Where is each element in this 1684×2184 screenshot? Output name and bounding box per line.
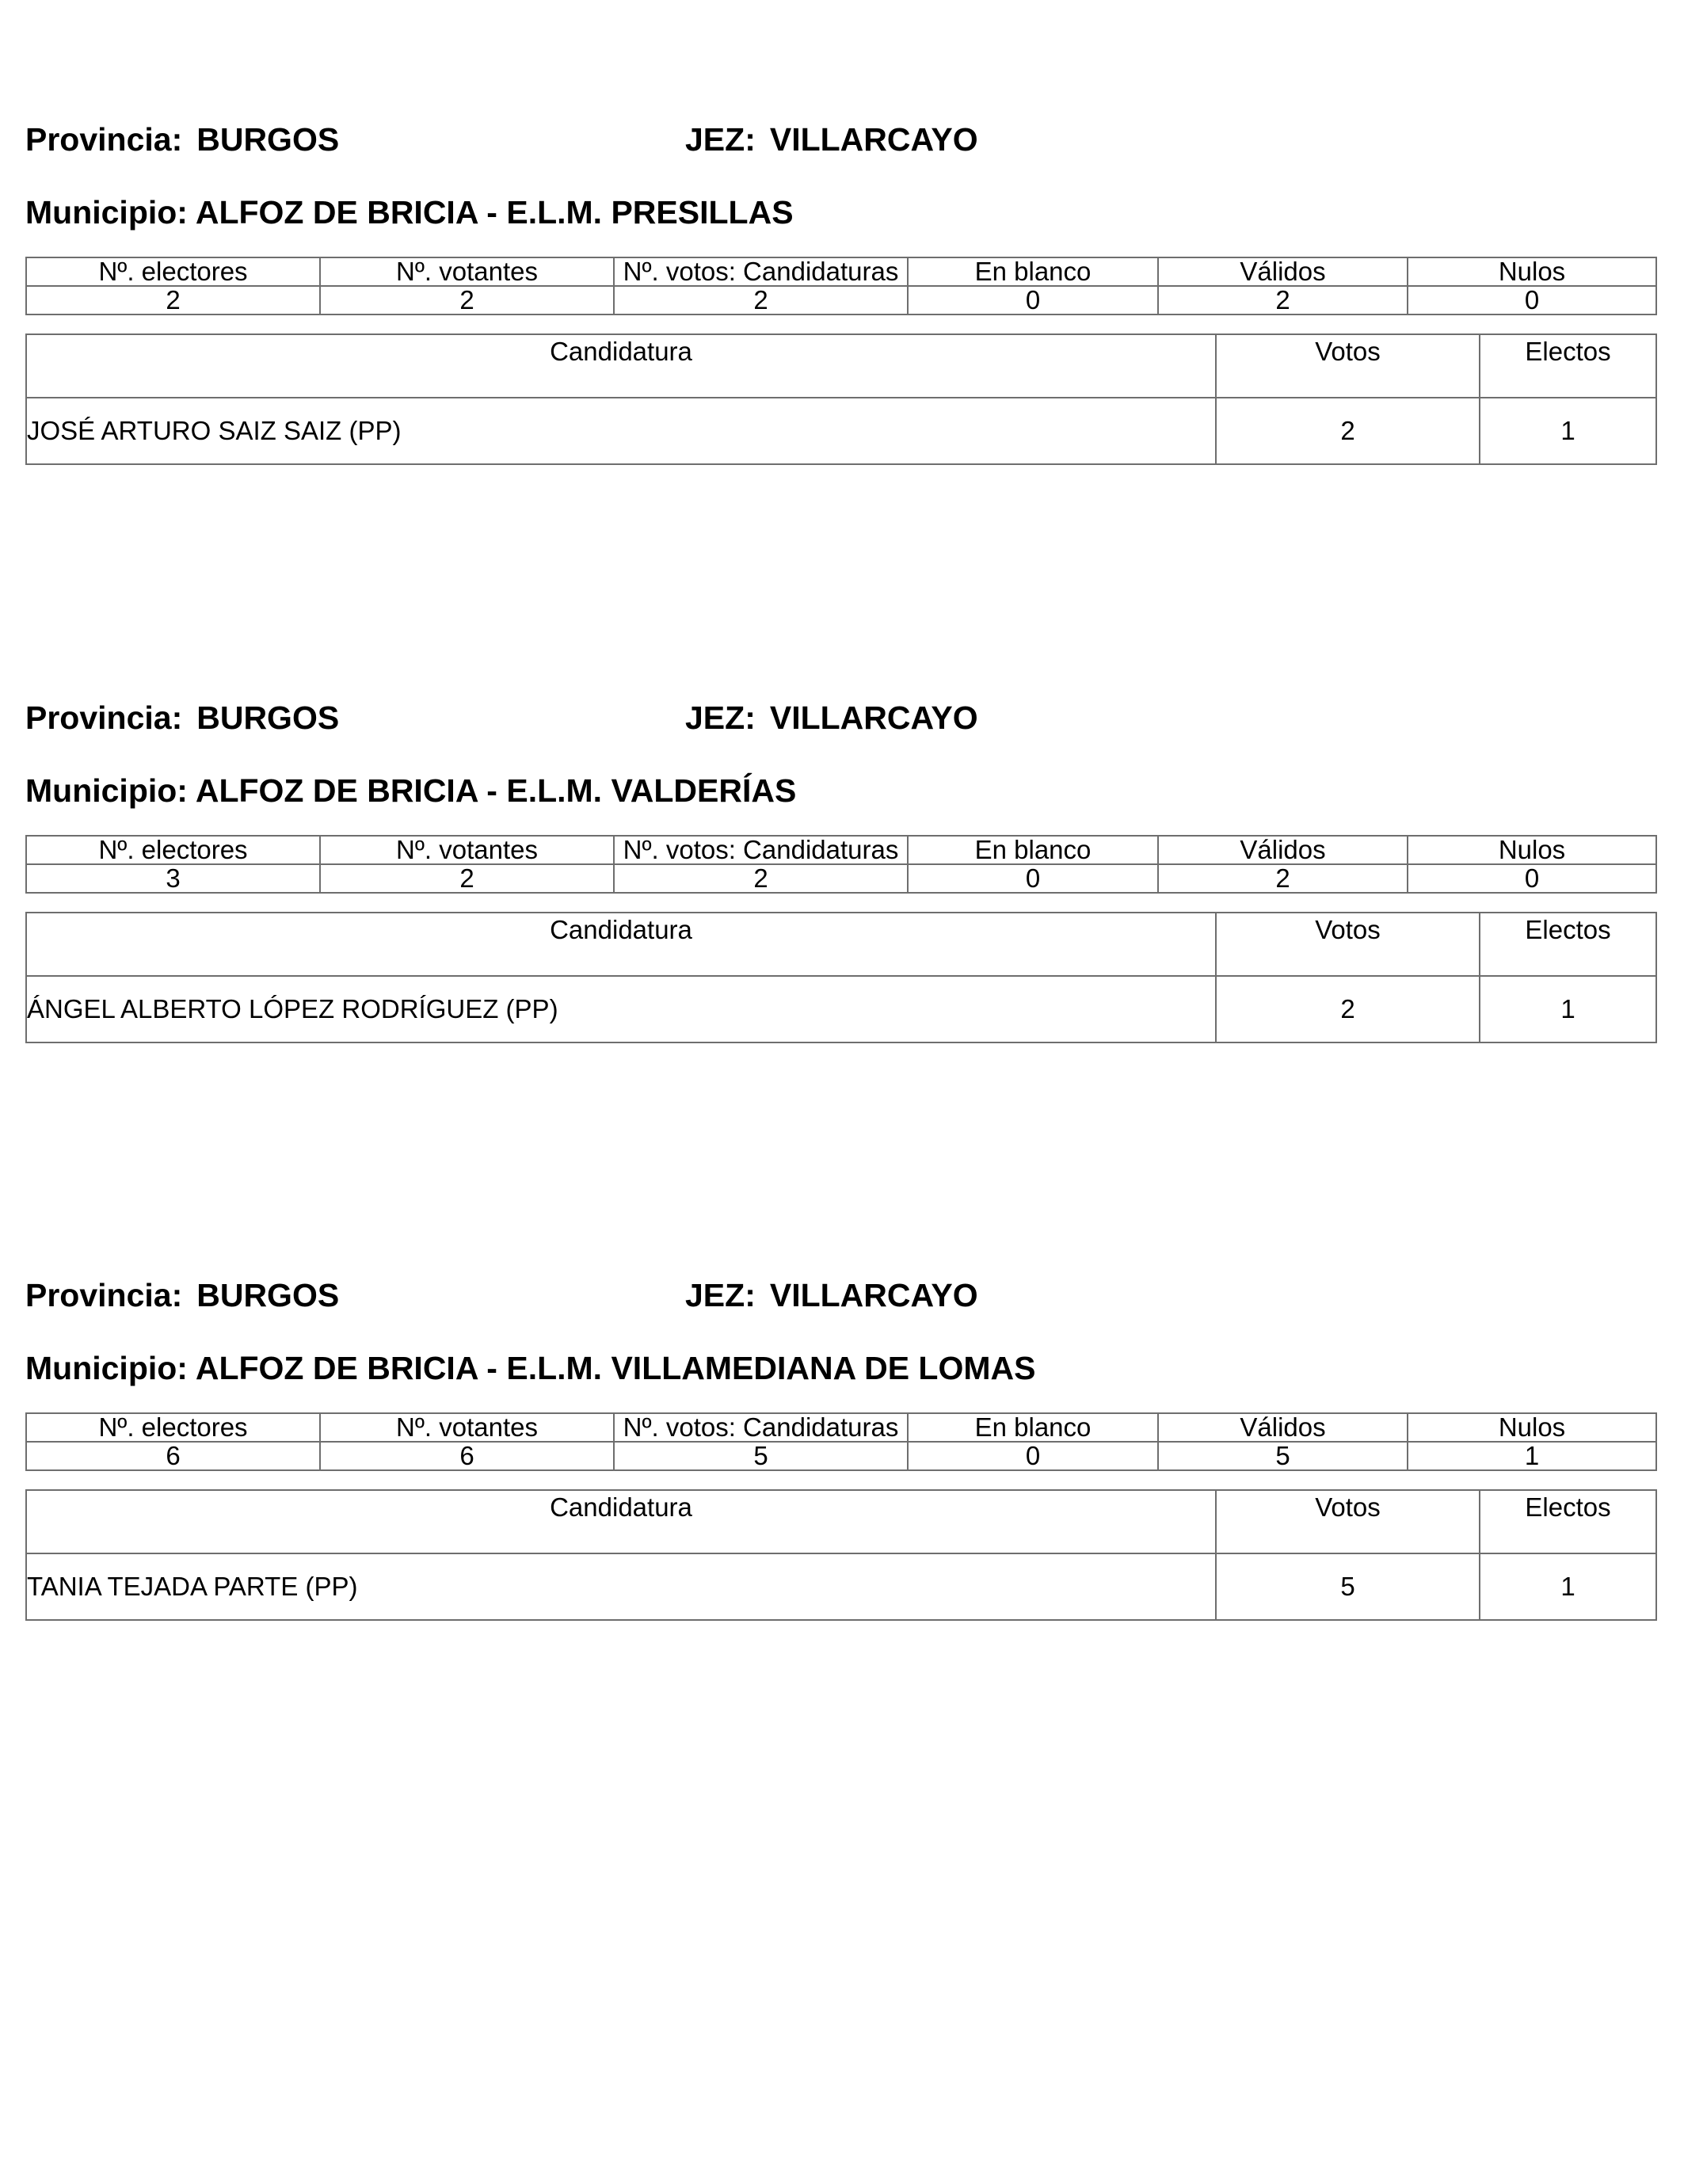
municipio-label: Municipio: [25, 772, 188, 809]
stats-value-cell: 0 [908, 1442, 1158, 1470]
provincia-label: Provincia: [25, 699, 183, 736]
stats-header-cell: En blanco [908, 836, 1158, 864]
provincia-label: Provincia: [25, 1277, 183, 1313]
provincia-header [25, 116, 339, 163]
jez-label: JEZ: [685, 699, 756, 736]
candidate-row [26, 976, 1656, 1042]
provincia-header [25, 694, 339, 741]
election-section-presillas [25, 116, 1655, 445]
stats-header-cell: Nº. votantes [320, 836, 614, 864]
stats-value-cell: 5 [614, 1442, 908, 1470]
candidates-header-row [26, 1490, 1656, 1553]
jez-label: JEZ: [685, 1277, 756, 1313]
stats-header-cell: Válidos [1158, 836, 1408, 864]
municipio-value: ALFOZ DE BRICIA - E.L.M. VILLAMEDIANA DE LOMAS [195, 1350, 1036, 1386]
stats-value-cell: 1 [1408, 1442, 1656, 1470]
jez-header [685, 694, 978, 741]
candidate-electos: 1 [1480, 398, 1656, 464]
stats-header-cell: En blanco [908, 257, 1158, 286]
election-section-villamediana-de-lomas [25, 1271, 1655, 1601]
stats-header-cell: Nº. votos: Candidaturas [614, 836, 908, 864]
votos-header: Votos [1216, 913, 1480, 976]
stats-header-cell: Nº. votos: Candidaturas [614, 257, 908, 286]
jez-header [685, 1271, 978, 1319]
provincia-label: Provincia: [25, 121, 183, 158]
candidate-votos: 2 [1216, 398, 1480, 464]
candidate-name: TANIA TEJADA PARTE (PP) [26, 1553, 1216, 1620]
provincia-value: BURGOS [196, 121, 340, 158]
stats-header-row [26, 1413, 1656, 1442]
stats-header-cell: Válidos [1158, 1413, 1408, 1442]
candidate-row [26, 398, 1656, 464]
stats-header-cell: Nulos [1408, 836, 1656, 864]
candidate-name: ÁNGEL ALBERTO LÓPEZ RODRÍGUEZ (PP) [26, 976, 1216, 1042]
provincia-value: BURGOS [196, 1277, 340, 1313]
jez-value: VILLARCAYO [769, 121, 978, 158]
stats-table [25, 835, 1657, 894]
stats-header-cell: Nº. electores [26, 836, 320, 864]
stats-value-cell: 2 [320, 864, 614, 893]
stats-value-cell: 5 [1158, 1442, 1408, 1470]
stats-header-cell: En blanco [908, 1413, 1158, 1442]
stats-header-cell: Válidos [1158, 257, 1408, 286]
stats-value-cell: 0 [908, 286, 1158, 314]
stats-header-cell: Nulos [1408, 1413, 1656, 1442]
candidate-row [26, 1553, 1656, 1620]
stats-value-row [26, 286, 1656, 314]
stats-header-cell: Nulos [1408, 257, 1656, 286]
electos-header: Electos [1480, 1490, 1656, 1553]
stats-header-cell: Nº. votos: Candidaturas [614, 1413, 908, 1442]
stats-value-row [26, 864, 1656, 893]
candidates-table [25, 334, 1657, 465]
stats-value-cell: 0 [1408, 286, 1656, 314]
municipio-header [25, 189, 794, 236]
stats-header-cell: Nº. votantes [320, 257, 614, 286]
electos-header: Electos [1480, 913, 1656, 976]
candidatura-header: Candidatura [26, 334, 1216, 398]
candidatura-header: Candidatura [26, 913, 1216, 976]
stats-header-cell: Nº. electores [26, 257, 320, 286]
jez-label: JEZ: [685, 121, 756, 158]
stats-header-row [26, 257, 1656, 286]
votos-header: Votos [1216, 334, 1480, 398]
municipio-header [25, 1344, 1035, 1392]
candidates-header-row [26, 334, 1656, 398]
provincia-header [25, 1271, 339, 1319]
jez-value: VILLARCAYO [769, 1277, 978, 1313]
candidates-table [25, 912, 1657, 1043]
stats-header-cell: Nº. votantes [320, 1413, 614, 1442]
candidate-electos: 1 [1480, 1553, 1656, 1620]
stats-value-cell: 2 [1158, 286, 1408, 314]
stats-value-cell: 6 [26, 1442, 320, 1470]
municipio-value: ALFOZ DE BRICIA - E.L.M. PRESILLAS [195, 194, 794, 231]
candidate-votos: 5 [1216, 1553, 1480, 1620]
municipio-value: ALFOZ DE BRICIA - E.L.M. VALDERÍAS [195, 772, 797, 809]
provincia-value: BURGOS [196, 699, 340, 736]
stats-value-cell: 6 [320, 1442, 614, 1470]
stats-value-row [26, 1442, 1656, 1470]
candidate-name: JOSÉ ARTURO SAIZ SAIZ (PP) [26, 398, 1216, 464]
municipio-header [25, 767, 796, 814]
candidate-votos: 2 [1216, 976, 1480, 1042]
jez-header [685, 116, 978, 163]
stats-header-cell: Nº. electores [26, 1413, 320, 1442]
candidatura-header: Candidatura [26, 1490, 1216, 1553]
candidates-header-row [26, 913, 1656, 976]
stats-value-cell: 2 [320, 286, 614, 314]
stats-value-cell: 2 [614, 864, 908, 893]
candidates-table [25, 1489, 1657, 1621]
stats-table [25, 1412, 1657, 1471]
stats-value-cell: 2 [1158, 864, 1408, 893]
electos-header: Electos [1480, 334, 1656, 398]
municipio-label: Municipio: [25, 1350, 188, 1386]
stats-value-cell: 0 [908, 864, 1158, 893]
stats-header-row [26, 836, 1656, 864]
candidate-electos: 1 [1480, 976, 1656, 1042]
municipio-label: Municipio: [25, 194, 188, 231]
votos-header: Votos [1216, 1490, 1480, 1553]
jez-value: VILLARCAYO [769, 699, 978, 736]
stats-value-cell: 3 [26, 864, 320, 893]
stats-table [25, 257, 1657, 315]
stats-value-cell: 2 [26, 286, 320, 314]
stats-value-cell: 2 [614, 286, 908, 314]
election-section-valderias [25, 694, 1655, 1023]
stats-value-cell: 0 [1408, 864, 1656, 893]
